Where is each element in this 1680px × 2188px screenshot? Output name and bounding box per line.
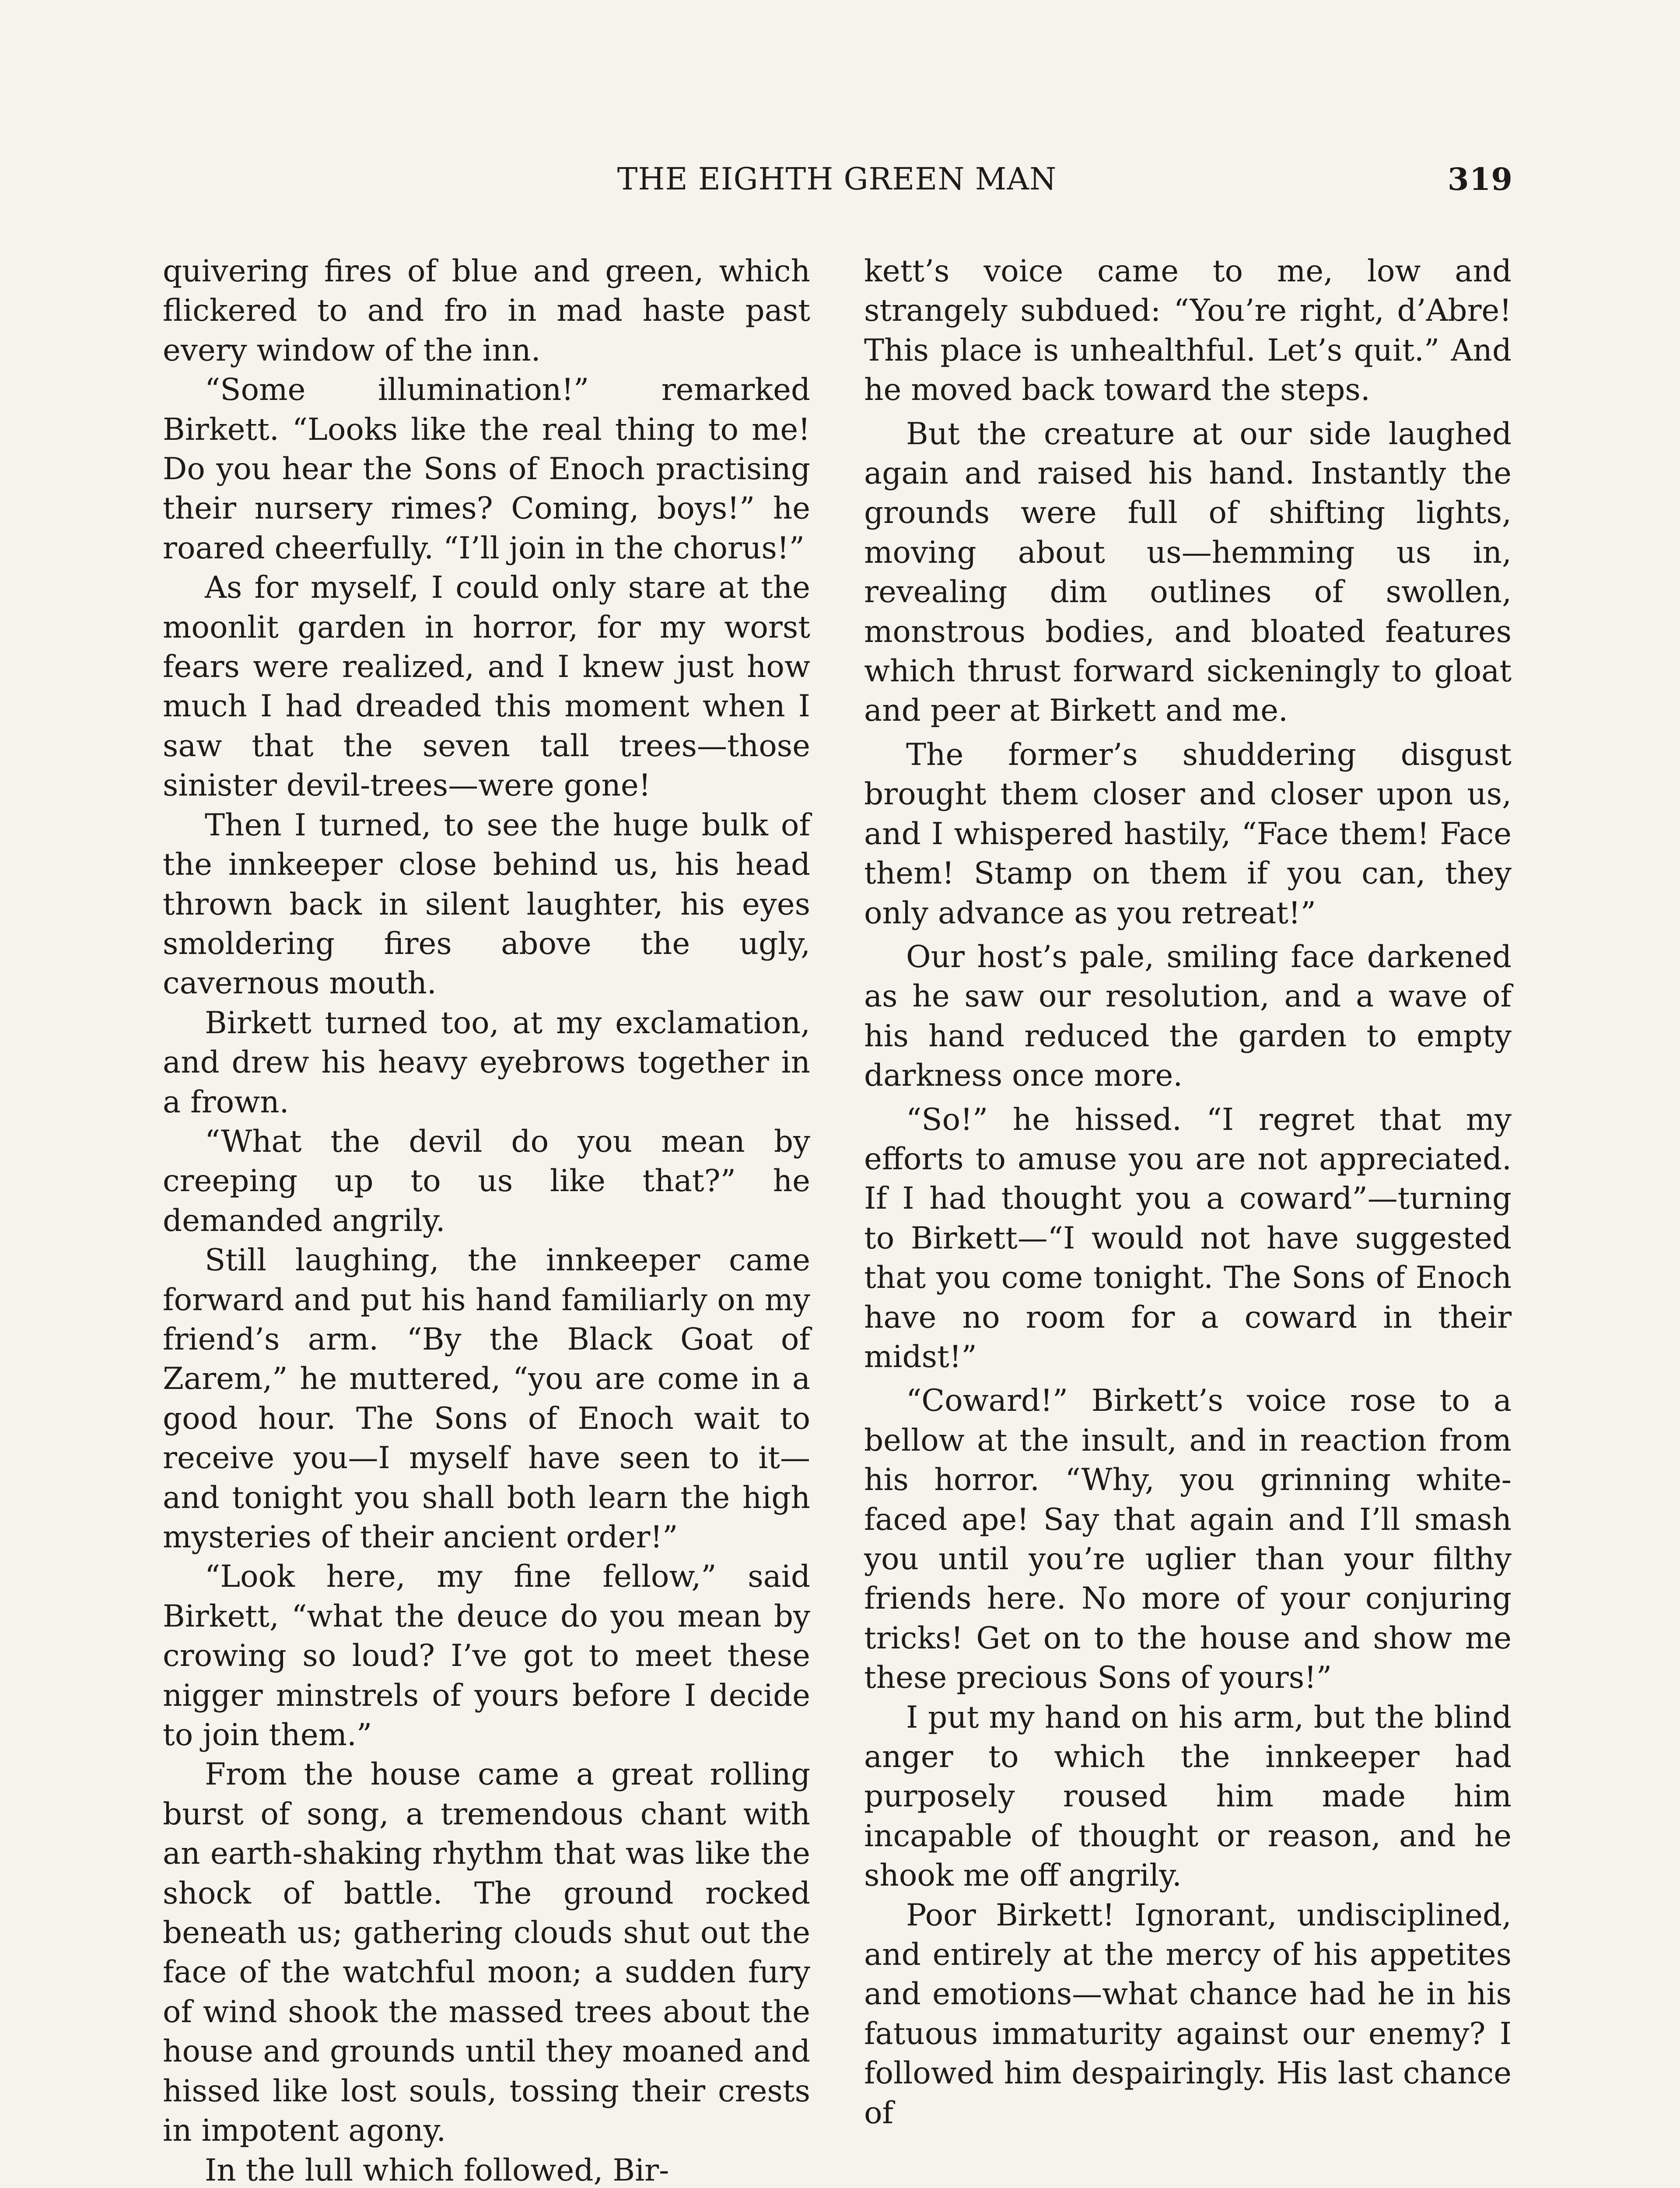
paragraph: The former’s shuddering disgust brought them closer and closer upon us, and I whispered hastily, “Face them! Face them! Stamp on them if you can, they only advance as you retreat!” xyxy=(864,737,1512,931)
paragraph: kett’s voice came to me, low and strangely subdued: “You’re right, d’Abre! This place is unhealthful. Let’s quit.” And he moved back toward the steps. xyxy=(864,254,1512,408)
paragraph: “Look here, my fine fellow,” said Birkett, “what the deuce do you mean by crowing so loud? I’ve got to meet these nigger minstrels of yours before I decide to join them.” xyxy=(163,1559,810,1753)
paragraph: As for myself, I could only stare at the moonlit garden in horror, for my worst fears were realized, and I knew just how much I had dreaded this moment when I saw that the seven tall trees—those sinister devil-trees—were gone! xyxy=(163,570,810,803)
paragraph: In the lull which followed, Bir- xyxy=(205,2153,669,2188)
running-title: THE EIGHTH GREEN MAN xyxy=(617,161,1057,197)
paragraph: Then I turned, to see the huge bulk of the innkeeper close behind us, his head thrown back in silent laughter, his eyes smoldering fires above the ugly, cavernous mouth. xyxy=(163,807,810,1001)
paragraph: Poor Birkett! Ignorant, undisciplined, and entirely at the mercy of his appetites and emotions—what chance had he in his fatuous immaturity against our enemy? I followed him despairingly. His last chance of xyxy=(864,1897,1512,2131)
paragraph: “What the devil do you mean by creeping up to us like that?” he demanded angrily. xyxy=(163,1124,810,1238)
paragraph: I put my hand on his arm, but the blind anger to which the innkeeper had purposely roused him made him incapable of thought or reason, and he shook me off angrily. xyxy=(864,1700,1512,1893)
right-column xyxy=(864,252,1512,2133)
paragraph: But the creature at our side laughed again and raised his hand. Instantly the grounds were full of shifting lights, moving about us—hemming us in, revealing dim outlines of swollen, monstrous bodies, and bloated features which thrust forward sickeningly to gloat and peer at Birkett and me. xyxy=(864,416,1512,729)
paragraph: “Some illumination!” remarked Birkett. “Looks like the real thing to me! Do you hear the Sons of Enoch practising their nursery rimes? Coming, boys!” he roared cheerfully. “I’ll join in the chorus!” xyxy=(163,372,810,566)
paragraph: Birkett turned too, at my exclamation, and drew his heavy eyebrows together in a frown. xyxy=(163,1005,810,1120)
left-column xyxy=(163,252,810,2188)
running-header xyxy=(161,161,1513,209)
paragraph: Our host’s pale, smiling face darkened as he saw our resolution, and a wave of his hand reduced the garden to empty darkness once more. xyxy=(864,939,1512,1094)
paragraph: “So!” he hissed. “I regret that my efforts to amuse you are not appreciated. If I had thought you a coward”—turning to Birkett—“I would not have suggested that you come tonight. The Sons of Enoch have no room for a coward in their midst!” xyxy=(864,1102,1512,1375)
paragraph: Still laughing, the innkeeper came forward and put his hand familiarly on my friend’s arm. “By the Black Goat of Zarem,” he muttered, “you are come in a good hour. The Sons of Enoch wait to receive you—I myself have seen to it—and tonight you shall both learn the high mysteries of their ancient order!” xyxy=(163,1243,810,1555)
paragraph: From the house came a great rolling burst of song, a tremendous chant with an earth-shaking rhythm that was like the shock of battle. The ground rocked beneath us; gathering clouds shut out the face of the watchful moon; a sudden fury of wind shook the massed trees about the house and grounds until they moaned and hissed like lost souls, tossing their crests in impotent agony. xyxy=(163,1757,810,2149)
paragraph: quivering fires of blue and green, which flickered to and fro in mad haste past every window of the inn. xyxy=(163,254,810,368)
page-number: 319 xyxy=(1447,161,1513,197)
paragraph: “Coward!” Birkett’s voice rose to a bellow at the insult, and in reaction from his horror. “Why, you grinning white-faced ape! Say that again and I’ll smash you until you’re uglier than your filthy friends here. No more of your conjuring tricks! Get on to the house and show me these precious Sons of yours!” xyxy=(864,1383,1512,1696)
